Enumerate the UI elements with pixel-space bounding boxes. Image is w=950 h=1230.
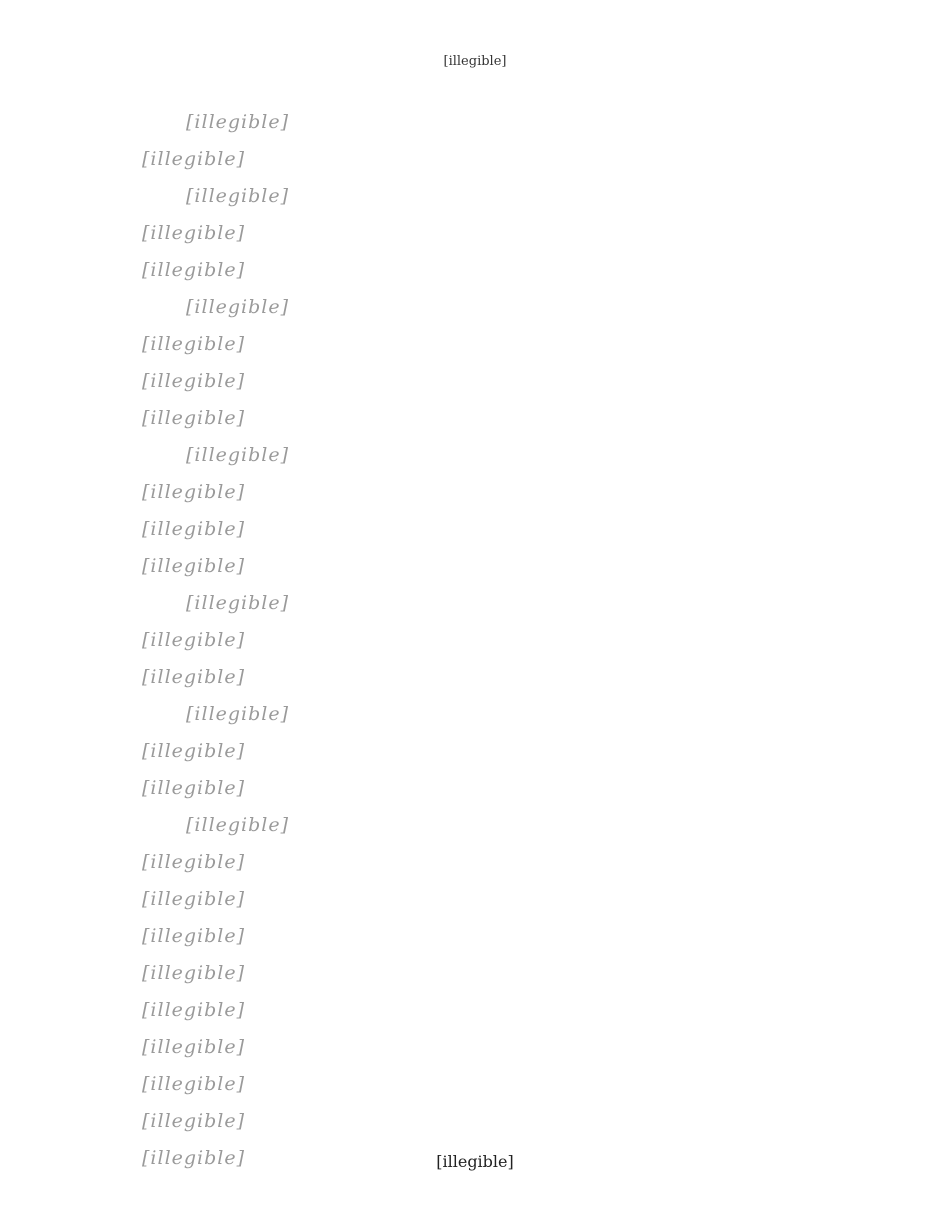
text-line: [illegible] bbox=[186, 814, 290, 836]
text-line: [illegible] bbox=[186, 703, 290, 725]
page-header: [illegible] bbox=[443, 54, 507, 69]
text-line: [illegible] bbox=[186, 111, 290, 133]
paragraph bbox=[142, 178, 808, 289]
paragraph bbox=[142, 104, 808, 178]
text-line: [illegible] bbox=[186, 296, 290, 318]
text-line: [illegible] bbox=[142, 888, 246, 910]
text-line: [illegible] bbox=[142, 1147, 246, 1169]
text-line: [illegible] bbox=[186, 592, 290, 614]
text-line: [illegible] bbox=[142, 777, 246, 799]
text-line: [illegible] bbox=[142, 555, 246, 577]
document-body bbox=[142, 104, 808, 1177]
text-line: [illegible] bbox=[142, 740, 246, 762]
text-line: [illegible] bbox=[186, 444, 290, 466]
text-line: [illegible] bbox=[142, 962, 246, 984]
text-line: [illegible] bbox=[142, 407, 246, 429]
text-line: [illegible] bbox=[142, 222, 246, 244]
text-line: [illegible] bbox=[142, 1073, 246, 1095]
paragraph bbox=[142, 807, 808, 1177]
text-line: [illegible] bbox=[142, 259, 246, 281]
page-number: [illegible] bbox=[436, 1152, 514, 1171]
text-line: [illegible] bbox=[142, 999, 246, 1021]
text-line: [illegible] bbox=[142, 1036, 246, 1058]
text-line: [illegible] bbox=[142, 851, 246, 873]
text-line: [illegible] bbox=[142, 629, 246, 651]
text-line: [illegible] bbox=[142, 148, 246, 170]
text-line: [illegible] bbox=[142, 333, 246, 355]
paragraph bbox=[142, 437, 808, 585]
text-line: [illegible] bbox=[142, 518, 246, 540]
text-line: [illegible] bbox=[142, 481, 246, 503]
text-line: [illegible] bbox=[142, 370, 246, 392]
paragraph bbox=[142, 585, 808, 696]
text-line: [illegible] bbox=[142, 925, 246, 947]
paragraph bbox=[142, 289, 808, 437]
text-line: [illegible] bbox=[142, 666, 246, 688]
text-line: [illegible] bbox=[142, 1110, 246, 1132]
paragraph bbox=[142, 696, 808, 807]
text-line: [illegible] bbox=[186, 185, 290, 207]
